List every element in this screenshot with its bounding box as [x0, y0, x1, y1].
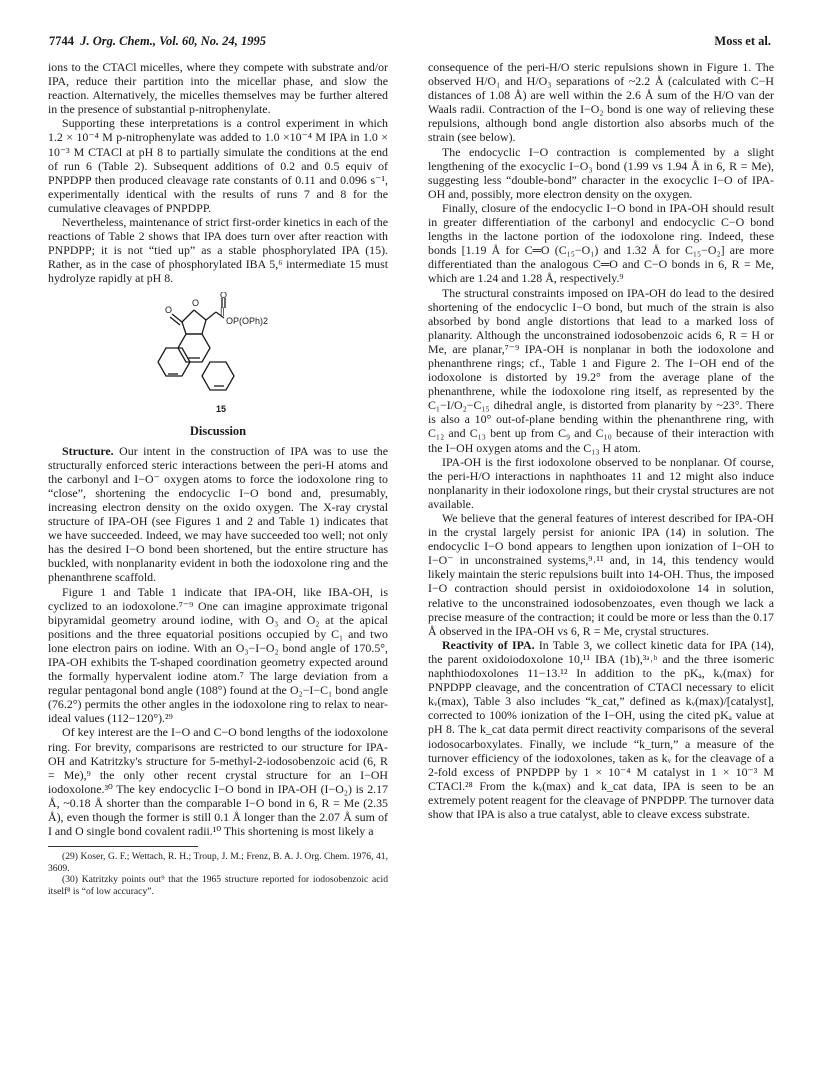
- footnote: (30) Katritzky points out⁹ that the 1965 structure reported for iodosobenzoic acid itself⁸ is “of low accuracy”.: [48, 874, 388, 897]
- section-heading: Discussion: [189, 423, 247, 438]
- paragraph: Supporting these interpretations is a control experiment in which 1.2 × 10⁻⁴ M p-nitrophenylate was added to 1.0 ×10⁻⁴ M IPA in 1.0 × 10⁻³ M CTACl at pH 8 to partially simulate the conditions at the end of run 6 (Table 2). Subsequent additions of 0.2 and 0.5 equiv of PNPDPP then produced cleavage rate constants of 0.11 and 0.096 s⁻¹, experimentally identical with the results of runs 7 and 8 for the cumulative cleavages of PNPDPP.: [48, 116, 388, 215]
- paragraph: [428, 638, 774, 821]
- left-column: [48, 60, 388, 898]
- paragraph: consequence of the peri-H/O steric repulsions shown in Figure 1. The observed H/O₁ and H/O₃ separations of ~2.2 Å (calculated with C−H distances of 1.08 Å) are well within the 2.6 Å sum of the H/O van der Waals radii. Contraction of the I−O₂ bond is one way of relieving these repulsions, although bond angle distortion also absorbs much of the strain (see below).: [428, 60, 774, 145]
- runin-heading: Reactivity of IPA.: [442, 637, 535, 652]
- paragraph: Nevertheless, maintenance of strict first-order kinetics in each of the reactions of Table 2 shows that IPA does turn over after reaction with PNPDPP; it is not “tied up” as a stable phosphorylated IPA (15). Rather, as in the case of phosphorylated IBA 5,⁶ intermediate 15 must hydrolyze rapidly at pH 8.: [48, 215, 388, 286]
- paragraph: [48, 444, 388, 585]
- running-header: [49, 34, 771, 52]
- journal-citation: J. Org. Chem., Vol. 60, No. 24, 1995: [80, 34, 267, 48]
- compound-label: 15: [216, 403, 227, 414]
- paragraph: The endocyclic I−O contraction is complemented by a slight lengthening of the exocyclic I−O₃ bond (1.99 vs 1.94 Å in 6, R = Me), suggesting less “double-bond” character in the exocyclic I−O of IPA-OH and, possibly, more electron density on the oxygen.: [428, 144, 774, 201]
- right-column: [428, 60, 774, 821]
- svg-text:O: O: [220, 291, 228, 300]
- paragraph: Figure 1 and Table 1 indicate that IPA-OH, like IBA-OH, is cyclized to an iodoxolone.⁷⁻⁹ One can imagine approximate trigonal bipyramidal geometry around iodine, with O₃ and O₂ at the apical positions and the three equatorial positions occupied by C₁ and two lone electron pairs on iodine. With an O₃−I−O₂ bond angle of 170.5°, IPA-OH exhibits the T-shaped coordination geometry expected around the formally hypervalent iodine atom.⁷ The large deviation from a regular pentagonal bond angle (108°) found at the O₂−I−C₁ bond angle (76.2°) permits the other angles in the iodoxolone ring to relax to near-ideal values (112−120°).²⁹: [48, 584, 388, 726]
- chemical-structure-figure: [48, 292, 388, 416]
- structure-15-drawing: [156, 292, 276, 404]
- paragraph-text: In Table 3, we collect kinetic data for IPA (14), the parent oxidoiodoxolone 10,¹¹ IBA (1b),³ᵃ˒ᵇ and the three isomeric naphthiodoxolones 11−13.¹² In addition to the pKₐ, kᵥ(max) for PNPDPP cleavage, and the concentration of CTACl necessary to elicit kᵥ(max), Table 3 also includes “k_cat,” defined as kᵥ(max)/[catalyst], corrected to 100% ionization of the I−OH, using the cited pKₐ value at pH 8. The k_cat data permit direct reactivity comparisons of the several iodosocarboxylates. Finally, we include “k_turn,” a measure of the turnover efficiency of the iodoxolones, taken as kᵥ for the cleavage of a 2-fold excess of PNPDPP by 1 × 10⁻⁴ M catalyst in 1 × 10⁻³ M CTACl.²⁸ From the kᵥ(max) and k_cat data, IPA is seen to be an extremely potent reagent for the cleavage of PNPDPP. The turnover data show that IPA is also a true catalyst, able to cleave excess substrate.: [428, 637, 774, 821]
- svg-text:||: ||: [220, 305, 225, 316]
- structure-substituent-label: OP(OPh)2: [226, 315, 269, 326]
- header-left: [49, 34, 266, 49]
- footnote: (29) Koser, G. F.; Wettach, R. H.; Troup, J. M.; Frenz, B. A. J. Org. Chem. 1976, 41, 3609.: [48, 851, 388, 874]
- runin-heading: Structure.: [62, 443, 114, 458]
- paragraph: Finally, closure of the endocyclic I−O bond in IPA-OH should result in greater differentiation of the carbonyl and endocyclic C−O bond lengths in the lactone portion of the iodoxolone ring. Indeed, these bonds [1.19 Å for C═O (C₁₅−O₁) and 1.32 Å for C₁₅−O₂] are more differentiated than the analogous C═O and C−O bonds in 6, R = Me, which are 1.24 and 1.28 Å, respectively.⁹: [428, 200, 774, 286]
- paragraph: ions to the CTACl micelles, where they compete with substrate and/or IPA, reduce their partition into the micellar phase, and slow the reaction. Alternatively, the micelles themselves may be further altered in the presence of substantial p-nitrophenylate.: [48, 60, 388, 117]
- paragraph: The structural constraints imposed on IPA-OH do lead to the desired shortening of the endocyclic I−O bond, but much of the strain is also absorbed by bond angle distortions that lead to a marked loss of planarity. Although the unconstrained iodosobenzoic acids 6, R = H or Me, are planar,⁷⁻⁹ IPA-OH is nonplanar in both the iodoxolone and phenanthrene rings; cf., Table 1 and Figure 2. The I−OH end of the iodoxolone is distorted by 19.2° from the average plane of the phenanthrene, while the iodoxolone ring itself, as represented by the C₁−I/O₂−C₁₅ dihedral angle, is distorted from planarity by ~23°. There is also a 10° out-of-plane bending within the phenanthrene ring, with C₁₂ and C₁₃ bent up from C₉ and C₁₀ because of their interaction with the I−OH oxygen atoms and the C₁₃ H atom.: [428, 285, 774, 455]
- svg-text:O: O: [165, 304, 173, 315]
- paragraph: We believe that the general features of interest described for IPA-OH in the crystal largely persist for anionic IPA (14) in solution. The endocyclic I−O bond appears to lengthen upon ionization of I−OH to I−O⁻ in unconstrained systems,⁹˒¹¹ and, in 14, this tendency would likely maintain the steric repulsions built into 14-OH. Thus, the imposed I−O contraction should persist in oxidoiodoxolone 14 in solution, relative to the unconstrained iodosobenzoates, even though we lack a precise measure of the contraction; it could be more or less than the 0.17 Å observed in the IPA-OH vs 6, R = Me, crystal structures.: [428, 511, 774, 638]
- header-authors: Moss et al.: [714, 34, 771, 48]
- footnotes: [48, 851, 388, 897]
- paragraph-text: Our intent in the construction of IPA was to use the structurally enforced steric interactions between the peri-H atoms and the carbonyl and I−O⁻ oxygen atoms to force the iodoxolone ring to “close”, shortening the endocyclic I−O bond and, presumably, increasing electron density on the oxido oxygen. The X-ray crystal structure of IPA-OH (see Figures 1 and 2 and Table 1) indicates that we have succeeded. Indeed, we may have succeeded too well; not only has the desired I−O bond been shortened, but the entire structure has buckled, with nonplanarity evident in both the iodoxolone ring and the phenanthrene scaffold.: [48, 443, 388, 585]
- svg-text:O: O: [192, 297, 200, 308]
- paragraph: Of key interest are the I−O and C−O bond lengths of the iodoxolone ring. For brevity, comparisons are restricted to our structure for IPA-OH and Katritzky's structure for 5-methyl-2-iodosobenzoic acid (6, R = Me),⁹ the only other recent crystal structure for an I−OH iodoxolone.³⁰ The key endocyclic I−O bond in IPA-OH (I−O₂) is 2.17 Å, ~0.18 Å shorter than the comparable I−O bond in 6, R = Me (2.35 Å), even though the former is still 0.1 Å longer than the 2.07 Å sum of I and O single bond covalent radii.¹⁰ This shortening is most likely a: [48, 725, 388, 839]
- page-number: 7744: [49, 34, 74, 48]
- paragraph: IPA-OH is the first iodoxolone observed to be nonplanar. Of course, the peri-H/O interactions in naphthoates 11 and 12 might also induce nonplanarity in their iodoxolone rings, but their crystal structures are not available.: [428, 454, 774, 511]
